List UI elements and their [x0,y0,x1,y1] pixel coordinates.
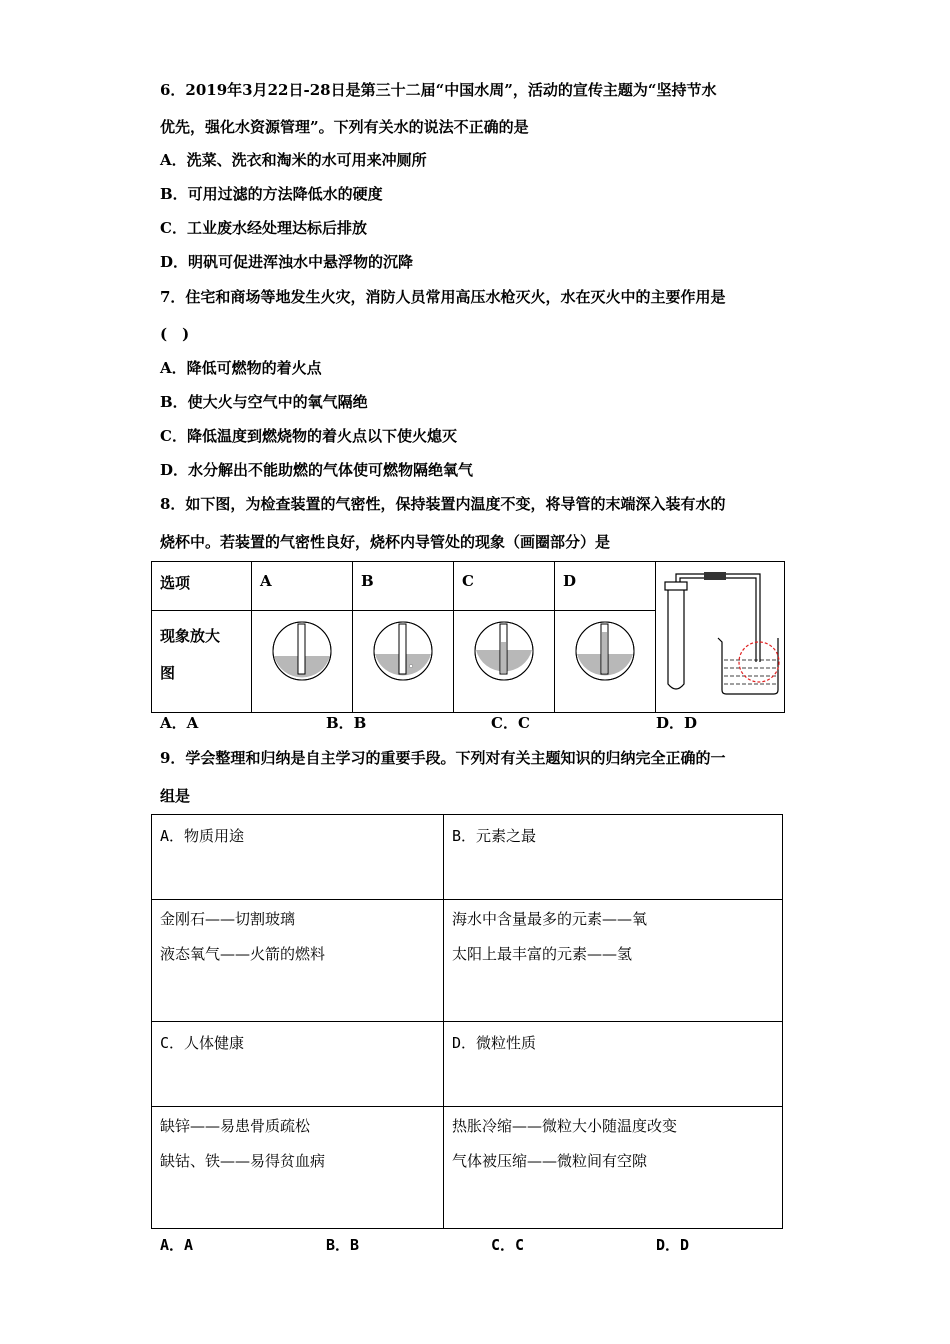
q8-image-d [555,610,656,712]
magnified-view-a [271,620,333,682]
q8-image-c [454,610,555,712]
q8-answer-d: D．D [656,714,698,732]
q9-cell-b-body: 海水中含量最多的元素——氧 太阳上最丰富的元素——氢 [444,900,783,1022]
magnified-view-c [473,620,535,682]
q9-cell-d-title: D．微粒性质 [444,1022,783,1107]
q6-stem-line2: 优先，强化水资源管理”。下列有关水的说法不正确的是 [160,118,529,136]
q9-answer-d: D．D [656,1236,690,1254]
apparatus-diagram [656,562,784,708]
q6-option-c: C．工业废水经处理达标后排放 [160,219,367,237]
q8-header-a: A [252,562,353,611]
q9-answer-a: A．A [160,1236,194,1254]
q9-table [151,814,783,1229]
q8-table [151,561,785,713]
q7-option-d: D．水分解出不能助燃的气体使可燃物隔绝氧气 [160,461,474,479]
q9-cell-b-title: B．元素之最 [444,815,783,900]
q8-answer-c: C．C [491,714,530,732]
q9-answer-c: C．C [491,1236,525,1254]
q8-image-a [252,610,353,712]
q8-header-c: C [454,562,555,611]
q7-stem-line1: 7．住宅和商场等地发生火灾，消防人员常用高压水枪灭火，水在灭火中的主要作用是 [160,288,726,306]
q9-cell-c-title: C．人体健康 [152,1022,444,1107]
q8-stem-line2: 烧杯中。若装置的气密性良好，烧杯内导管处的现象（画圈部分）是 [160,533,611,551]
q8-stem-line1: 8．如下图，为检查装置的气密性，保持装置内温度不变，将导管的末端深入装有水的 [160,495,726,513]
q8-image-b [353,610,454,712]
q8-header-d: D [555,562,656,611]
q9-cell-a-title: A．物质用途 [152,815,444,900]
q8-answer-a: A．A [160,714,199,732]
q6-option-d: D．明矾可促进浑浊水中悬浮物的沉降 [160,253,414,271]
q8-row-label-image: 现象放大 图 [152,610,252,712]
q9-stem-line2: 组是 [160,787,191,805]
q9-cell-c-body: 缺锌——易患骨质疏松 缺钴、铁——易得贫血病 [152,1107,444,1229]
magnified-view-b [372,620,434,682]
q8-row-label-option: 选项 [152,562,252,611]
q9-answer-b: B．B [326,1236,360,1254]
q9-stem-line1: 9．学会整理和归纳是自主学习的重要手段。下列对有关主题知识的归纳完全正确的一 [160,749,726,767]
q7-stem-line2: ( ) [160,325,190,343]
q8-header-b: B [353,562,454,611]
q8-apparatus-cell [656,562,785,713]
q8-answer-b: B．B [326,714,367,732]
q6-option-b: B．可用过滤的方法降低水的硬度 [160,185,383,203]
q7-option-b: B．使大火与空气中的氧气隔绝 [160,393,368,411]
q7-option-a: A．降低可燃物的着火点 [160,359,322,377]
q7-option-c: C．降低温度到燃烧物的着火点以下使火熄灭 [160,427,457,445]
q6-stem-line1: 6．2019年3月22日-28日是第三十二届“中国水周”，活动的宣传主题为“坚持节水 [160,81,717,99]
q6-option-a: A．洗菜、洗衣和淘米的水可用来冲厕所 [160,151,427,169]
magnified-view-d [574,620,636,682]
q9-cell-a-body: 金刚石——切割玻璃 液态氧气——火箭的燃料 [152,900,444,1022]
q9-cell-d-body: 热胀冷缩——微粒大小随温度改变 气体被压缩——微粒间有空隙 [444,1107,783,1229]
